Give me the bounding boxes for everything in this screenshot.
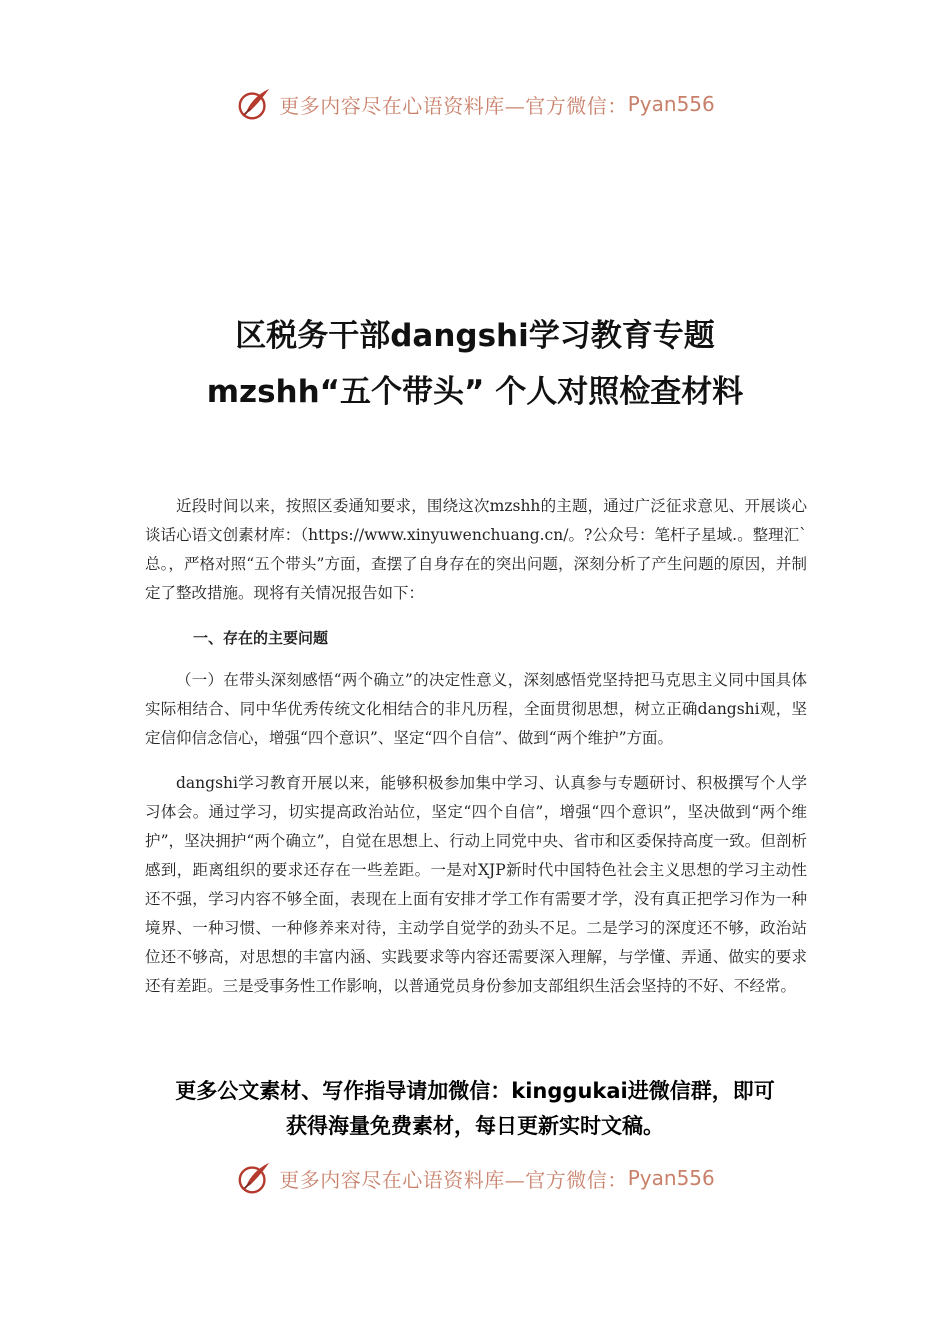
section-heading: 一、存在的主要问题	[193, 629, 329, 647]
quill-logo-icon	[235, 1159, 273, 1197]
subsection-paragraph: （一）在带头深刻感悟“两个确立”的决定性意义，深刻感悟党坚持把马克思主义同中国具体实际相结合、同中华优秀传统文化相结合的非凡历程，全面贯彻思想，树立正确dangshi观，坚定信仰信念信心，增强“四个意识”、坚定“四个自信”、做到“两个维护”方面。	[145, 671, 807, 747]
body-paragraph: dangshi学习教育开展以来，能够积极参加集中学习、认真参与专题研讨、积极撰写个人学习体会。通过学习，切实提高政治站位，坚定“四个自信”，增强“四个意识”，坚决做到“两个维护”，坚决拥护“两个确立”，自觉在思想上、行动上同党中央、省市和区委保持高度一致。但剖析感到，距离组织的要求还存在一些差距。一是对XJP新时代中国特色社会主义思想的学习主动性还不强，学习内容不够全面，表现在上面有安排才学工作有需要才学，没有真正把学习作为一种境界、一种习惯、一种修养来对待，主动学自觉学的劲头不足。二是学习的深度还不够，政治站位还不够高，对思想的丰富内涵、实践要求等内容还需要深入理解，与学懂、弄通、做实的要求还有差距。三是受事务性工作影响，以普通党员身份参加支部组织生活会坚持的不好、不经常。	[145, 774, 807, 995]
watermark-wechat-id: Pyan556	[627, 1166, 715, 1190]
title-line-1: 区税务干部dangshi学习教育专题	[235, 318, 715, 354]
promo-line-1: 更多公文素材、写作指导请加微信：kinggukai进微信群，即可	[175, 1079, 775, 1103]
watermark-text: 更多内容尽在心语资料库—官方微信：	[279, 1167, 628, 1192]
watermark-text: 更多内容尽在心语资料库—官方微信：	[279, 93, 628, 118]
watermark-header	[0, 84, 950, 124]
watermark-wechat-id: Pyan556	[627, 92, 715, 116]
quill-logo-icon	[235, 85, 273, 123]
promo-banner	[0, 1074, 950, 1144]
promo-line-2: 获得海量免费素材，每日更新实时文稿。	[286, 1114, 664, 1138]
watermark-footer	[0, 1158, 950, 1198]
document-body	[145, 492, 807, 1001]
title-line-2: mzshh“五个带头” 个人对照检查材料	[206, 374, 744, 410]
intro-paragraph: 近段时间以来，按照区委通知要求，围绕这次mzshh的主题，通过广泛征求意见、开展谈心谈话心语文创素材库：（https://www.xinyuwenchuang.cn/。?公众号：笔杆子星域.。整理汇`总。，严格对照“五个带头”方面，查摆了自身存在的突出问题，深刻分析了产生问题的原因，并制定了整改措施。现将有关情况报告如下：	[145, 497, 807, 602]
document-title	[0, 308, 950, 420]
